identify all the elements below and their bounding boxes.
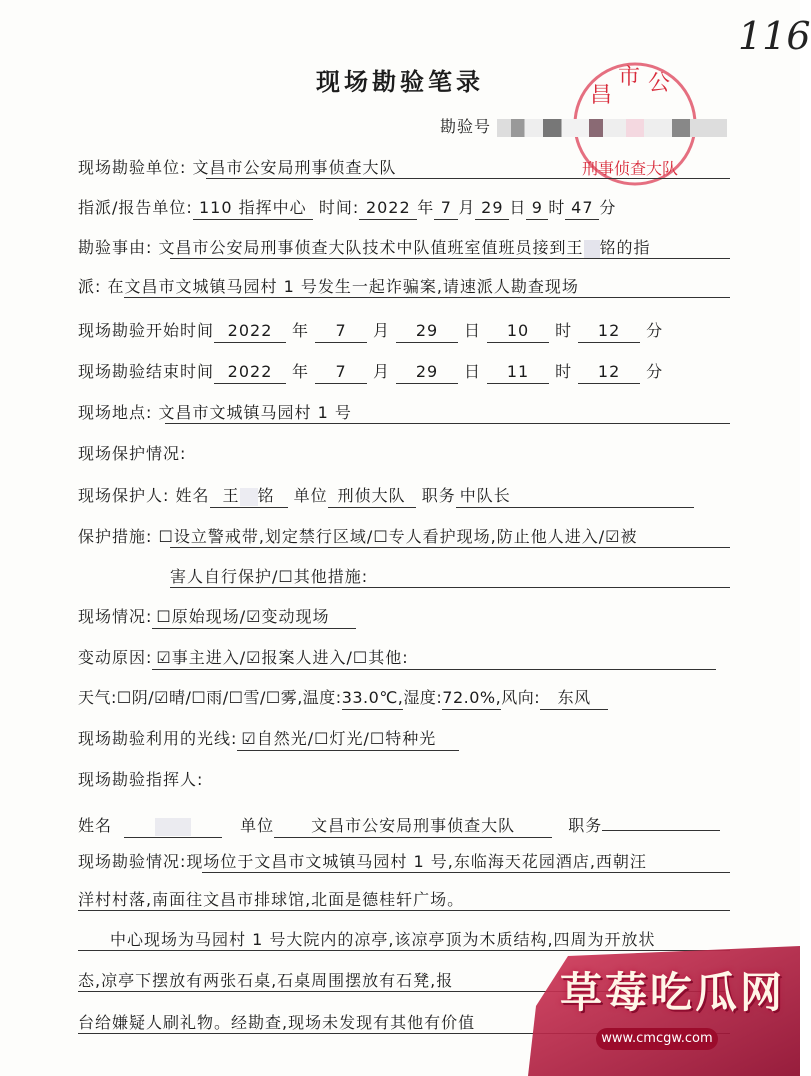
situation-row-2 xyxy=(78,889,464,911)
scene-status-row xyxy=(78,606,356,629)
protector-unit: 刑侦大队 xyxy=(328,485,416,508)
situation-row-4 xyxy=(78,970,453,992)
end-year: 2022 xyxy=(214,361,286,384)
protector-name-first: 王 xyxy=(222,486,240,505)
unit-label: 现场勘验单位: xyxy=(78,158,187,177)
dispatch-minute: 47 xyxy=(565,197,599,220)
situation-line-3: 中心现场为马园村 1 号大院内的凉亭,该凉亭顶为木质结构,四周为开放状 xyxy=(110,930,656,949)
measures-label: 保护措施: xyxy=(78,527,153,546)
light-label: 现场勘验利用的光线: xyxy=(78,729,238,748)
location-label: 现场地点: xyxy=(78,403,153,422)
commander-unit: 文昌市公安局刑事侦查大队 xyxy=(274,815,552,838)
redacted-commander-name xyxy=(155,818,191,836)
situation-line-5: 台给嫌疑人刷礼物。经勘查,现场未发现有其他有价值 xyxy=(78,1013,476,1032)
redacted-inspection-number xyxy=(497,119,727,137)
situation-row-5 xyxy=(78,1012,475,1034)
end-day: 29 xyxy=(396,361,458,384)
wind-direction: 东风 xyxy=(540,687,608,710)
situation-row-1 xyxy=(78,851,647,873)
situation-label: 现场勘验情况: xyxy=(78,852,187,871)
temperature: 33.0℃, xyxy=(342,687,404,710)
measures-row-2 xyxy=(170,566,368,588)
location-row xyxy=(78,402,352,424)
unit-value: 文昌市公安局刑事侦查大队 xyxy=(192,158,397,177)
watermark-url[interactable]: www.cmcgw.com xyxy=(596,1028,718,1050)
weather-label: 天气: xyxy=(78,688,117,707)
humidity: 72.0%, xyxy=(442,687,501,710)
end-month: 7 xyxy=(315,361,367,384)
weather-options: ☐阴/☑晴/☐雨/☐雪/☐雾, xyxy=(116,688,303,707)
reason-row-2 xyxy=(78,276,579,298)
situation-line-1: 现场位于文昌市文城镇马园村 1 号,东临海天花园酒店,西朝汪 xyxy=(186,852,647,871)
measures-line-1: ☐设立警戒带,划定禁行区域/☐专人看护现场,防止他人进入/☑被 xyxy=(158,527,638,546)
protector-row: 现场保护人: 姓名 王 铭 单位 刑侦大队 职务 中队长 xyxy=(78,485,694,508)
dispatch-unit: 110 指挥中心 xyxy=(193,197,313,220)
scene-status-label: 现场情况: xyxy=(78,607,153,626)
seal-char-1: 昌 xyxy=(590,83,613,108)
page-number: 116 xyxy=(738,14,811,58)
document-title: 现场勘验笔录 xyxy=(316,68,484,96)
situation-line-2: 洋村村落,南面往文昌市排球馆,北面是德桂轩广场。 xyxy=(78,890,465,909)
protector-name-last: 铭 xyxy=(257,486,275,505)
light-value: ☑自然光/☐灯光/☐特种光 xyxy=(237,728,459,751)
commander-duty xyxy=(602,810,720,831)
redacted-name xyxy=(584,240,600,258)
dispatch-hour: 9 xyxy=(526,197,548,220)
dispatch-label: 指派/报告单位: xyxy=(78,198,193,217)
unit-row xyxy=(78,157,397,179)
protection-status-label: 现场保护情况: xyxy=(78,444,187,463)
measures-row-1 xyxy=(78,526,638,548)
scene-status-value: ☐原始现场/☑变动现场 xyxy=(152,606,356,629)
protector-duty: 中队长 xyxy=(456,485,694,508)
reason-row-1: 勘验事由: 文昌市公安局刑事侦查大队技术中队值班室值班员接到王 铭的指 xyxy=(78,238,651,257)
inspection-number-row xyxy=(440,116,727,138)
protector-label: 现场保护人: xyxy=(78,486,170,505)
commander-row: 姓名 单位 文昌市公安局刑事侦查大队 职务 xyxy=(78,810,720,838)
start-minute: 12 xyxy=(578,320,640,343)
weather-row: 天气:☐阴/☑晴/☐雨/☐雪/☐雾,温度:33.0℃,湿度:72.0%,风向: 东风 xyxy=(78,687,608,710)
seal-bottom-text: 刑事侦查大队 xyxy=(582,159,679,178)
seal-char-3: 公 xyxy=(648,71,671,96)
watermark-title: 草莓吃瓜网 xyxy=(560,968,786,1017)
situation-line-4: 态,凉亭下摆放有两张石桌,石桌周围摆放有石凳,报 xyxy=(78,971,454,990)
commander-label: 现场勘验指挥人: xyxy=(78,770,204,789)
seal-char-2: 市 xyxy=(618,65,641,90)
start-year: 2022 xyxy=(214,320,286,343)
reason-line-2: 派: 在文昌市文城镇马园村 1 号发生一起诈骗案,请速派人勘查现场 xyxy=(78,277,579,296)
dispatch-year: 2022 xyxy=(359,197,417,220)
end-minute: 12 xyxy=(578,361,640,384)
end-time-label: 现场勘验结束时间 xyxy=(78,362,215,381)
start-month: 7 xyxy=(315,320,367,343)
reason-label: 勘验事由: xyxy=(78,238,153,257)
end-time-row: 现场勘验结束时间 2022 年 7 月 29 日 11 时 12 分 xyxy=(78,361,669,384)
time-label: 时间: xyxy=(318,198,360,217)
end-hour: 11 xyxy=(487,361,549,384)
light-row xyxy=(78,728,459,751)
dispatch-row: 指派/报告单位: 110 指挥中心 时间: 2022 年 7 月 29 日 9 时 47 分 xyxy=(78,197,616,220)
reason-line-1: 文昌市公安局刑事侦查大队技术中队值班室值班员接到王 xyxy=(158,238,584,257)
change-reason-label: 变动原因: xyxy=(78,648,153,667)
change-reason-value: ☑事主进入/☑报案人进入/☐其他: xyxy=(152,647,716,670)
dispatch-month: 7 xyxy=(434,197,458,220)
start-time-row: 现场勘验开始时间 2022 年 7 月 29 日 10 时 12 分 xyxy=(78,320,669,343)
inspection-number-label: 勘验号 xyxy=(440,117,492,136)
measures-line-2: 害人自行保护/☐其他措施: xyxy=(170,567,369,586)
location-value: 文昌市文城镇马园村 1 号 xyxy=(158,403,352,422)
start-hour: 10 xyxy=(487,320,549,343)
change-reason-row xyxy=(78,647,716,670)
dispatch-day: 29 xyxy=(475,197,509,220)
start-time-label: 现场勘验开始时间 xyxy=(78,321,215,340)
start-day: 29 xyxy=(396,320,458,343)
